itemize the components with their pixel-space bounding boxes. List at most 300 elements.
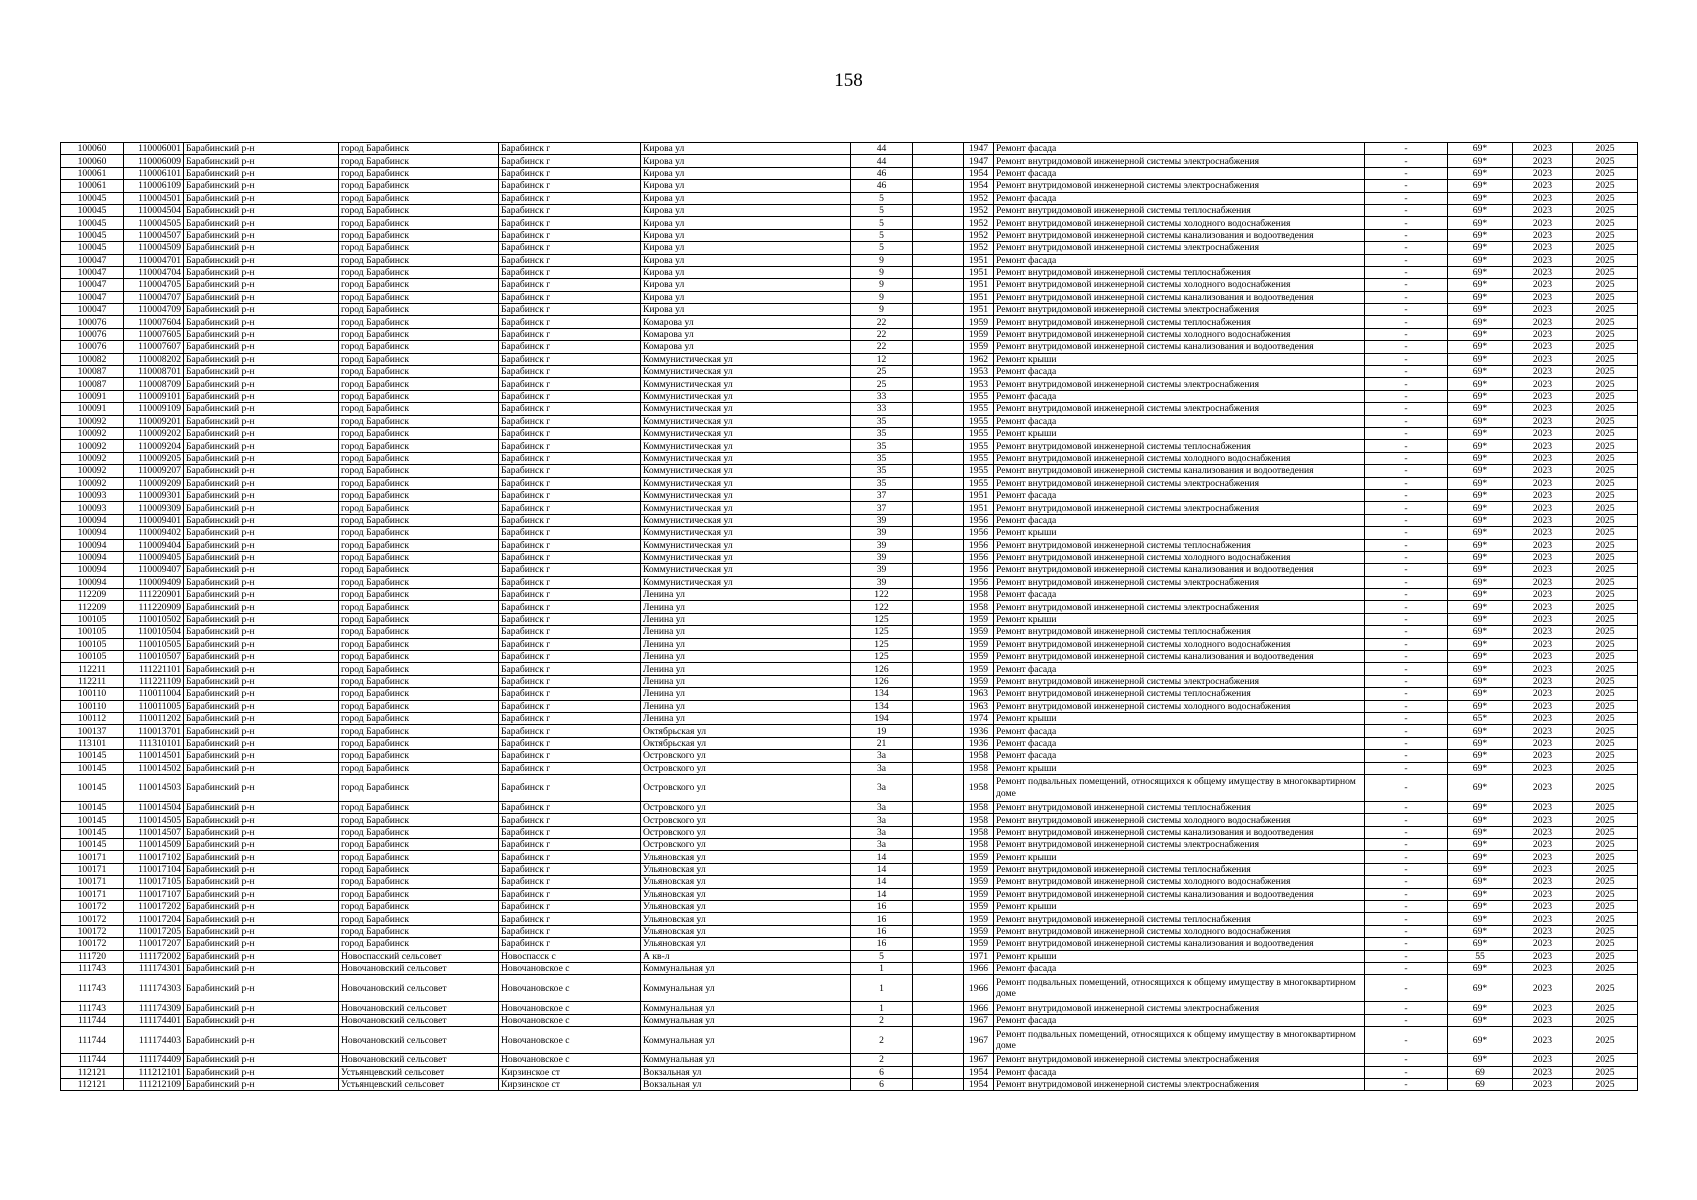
cell-cost: - — [1365, 950, 1448, 962]
cell-settlement: Барабинск г — [499, 328, 641, 340]
cell-work-type: Ремонт фасада — [994, 366, 1365, 378]
cell-plan-year-start: 2023 — [1513, 638, 1573, 650]
cell-house-number: 5 — [851, 242, 913, 254]
cell-building — [913, 839, 964, 851]
cell-plan-year-end: 2025 — [1573, 863, 1638, 875]
cell-plan-year-start: 2023 — [1513, 204, 1573, 216]
cell-district: Барабинский р-н — [184, 1078, 339, 1090]
cell-street: Коммунальная ул — [641, 963, 851, 975]
cell-work-id: 110004709 — [124, 304, 184, 316]
cell-house-number: 14 — [851, 863, 913, 875]
table-row — [61, 452, 1638, 464]
cell-district: Барабинский р-н — [184, 613, 339, 625]
cell-cost: - — [1365, 863, 1448, 875]
cell-district: Барабинский р-н — [184, 712, 339, 724]
cell-house-number: 14 — [851, 851, 913, 863]
cell-building — [913, 1066, 964, 1078]
cell-wear-percent: 69* — [1448, 440, 1513, 452]
cell-work-type: Ремонт фасада — [994, 514, 1365, 526]
table-row — [61, 925, 1638, 937]
cell-house-id: 100061 — [61, 167, 124, 179]
cell-wear-percent: 69* — [1448, 839, 1513, 851]
cell-wear-percent: 69* — [1448, 551, 1513, 563]
cell-district: Барабинский р-н — [184, 688, 339, 700]
cell-street: Коммунистическая ул — [641, 527, 851, 539]
cell-work-type: Ремонт внутридомовой инженерной системы электроснабжения — [994, 502, 1365, 514]
cell-district: Барабинский р-н — [184, 427, 339, 439]
cell-work-id: 110014507 — [124, 826, 184, 838]
cell-plan-year-end: 2025 — [1573, 291, 1638, 303]
cell-municipality: город Барабинск — [339, 638, 499, 650]
cell-plan-year-end: 2025 — [1573, 938, 1638, 950]
cell-house-number: 125 — [851, 626, 913, 638]
cell-house-number: 35 — [851, 452, 913, 464]
cell-street: Ленина ул — [641, 663, 851, 675]
cell-cost: - — [1365, 638, 1448, 650]
cell-house-number: 134 — [851, 688, 913, 700]
cell-work-id: 110013701 — [124, 725, 184, 737]
cell-work-type: Ремонт внутридомовой инженерной системы электроснабжения — [994, 155, 1365, 167]
cell-year-built: 1951 — [964, 489, 994, 501]
cell-municipality: город Барабинск — [339, 390, 499, 402]
cell-district: Барабинский р-н — [184, 601, 339, 613]
cell-cost: - — [1365, 925, 1448, 937]
cell-year-built: 1958 — [964, 826, 994, 838]
cell-work-type: Ремонт внутридомовой инженерной системы электроснабжения — [994, 304, 1365, 316]
cell-plan-year-end: 2025 — [1573, 913, 1638, 925]
cell-plan-year-start: 2023 — [1513, 366, 1573, 378]
cell-wear-percent: 69* — [1448, 204, 1513, 216]
cell-plan-year-start: 2023 — [1513, 737, 1573, 749]
cell-wear-percent: 69* — [1448, 851, 1513, 863]
cell-municipality: город Барабинск — [339, 155, 499, 167]
cell-house-id: 100076 — [61, 341, 124, 353]
cell-district: Барабинский р-н — [184, 1002, 339, 1014]
cell-plan-year-end: 2025 — [1573, 925, 1638, 937]
cell-house-id: 100094 — [61, 539, 124, 551]
cell-settlement: Барабинск г — [499, 712, 641, 724]
cell-plan-year-end: 2025 — [1573, 774, 1638, 801]
cell-year-built: 1959 — [964, 663, 994, 675]
cell-house-id: 100137 — [61, 725, 124, 737]
cell-house-id: 100092 — [61, 427, 124, 439]
cell-plan-year-end: 2025 — [1573, 229, 1638, 241]
cell-settlement: Барабинск г — [499, 539, 641, 551]
cell-settlement: Барабинск г — [499, 477, 641, 489]
cell-year-built: 1959 — [964, 925, 994, 937]
cell-district: Барабинский р-н — [184, 229, 339, 241]
cell-cost: - — [1365, 403, 1448, 415]
table-row — [61, 242, 1638, 254]
cell-municipality: город Барабинск — [339, 675, 499, 687]
cell-work-type: Ремонт внутридомовой инженерной системы канализования и водоотведения — [994, 651, 1365, 663]
cell-street: Ленина ул — [641, 688, 851, 700]
cell-settlement: Барабинск г — [499, 229, 641, 241]
cell-plan-year-start: 2023 — [1513, 353, 1573, 365]
cell-plan-year-end: 2025 — [1573, 465, 1638, 477]
cell-district: Барабинский р-н — [184, 527, 339, 539]
table-row — [61, 155, 1638, 167]
cell-building — [913, 465, 964, 477]
cell-work-type: Ремонт фасада — [994, 415, 1365, 427]
cell-work-type: Ремонт внутридомовой инженерной системы холодного водоснабжения — [994, 876, 1365, 888]
cell-work-id: 111212101 — [124, 1066, 184, 1078]
cell-house-number: 126 — [851, 663, 913, 675]
cell-settlement: Барабинск г — [499, 626, 641, 638]
cell-cost: - — [1365, 913, 1448, 925]
cell-wear-percent: 69* — [1448, 242, 1513, 254]
table-row — [61, 938, 1638, 950]
cell-building — [913, 851, 964, 863]
cell-plan-year-end: 2025 — [1573, 440, 1638, 452]
cell-wear-percent: 69* — [1448, 901, 1513, 913]
cell-house-number: 39 — [851, 564, 913, 576]
cell-work-id: 111221101 — [124, 663, 184, 675]
cell-cost: - — [1365, 1014, 1448, 1026]
cell-work-type: Ремонт внутридомовой инженерной системы теплоснабжения — [994, 626, 1365, 638]
cell-building — [913, 888, 964, 900]
cell-work-id: 110009109 — [124, 403, 184, 415]
cell-house-number: 22 — [851, 328, 913, 340]
cell-house-id: 100171 — [61, 876, 124, 888]
table-row — [61, 143, 1638, 155]
table-row — [61, 814, 1638, 826]
cell-house-id: 100110 — [61, 688, 124, 700]
cell-house-id: 100045 — [61, 217, 124, 229]
cell-plan-year-start: 2023 — [1513, 750, 1573, 762]
cell-plan-year-end: 2025 — [1573, 1014, 1638, 1026]
cell-district: Барабинский р-н — [184, 863, 339, 875]
cell-house-id: 100145 — [61, 750, 124, 762]
cell-work-type: Ремонт крыши — [994, 901, 1365, 913]
cell-municipality: город Барабинск — [339, 192, 499, 204]
cell-house-number: 1 — [851, 1002, 913, 1014]
cell-settlement: Барабинск г — [499, 925, 641, 937]
cell-settlement: Барабинск г — [499, 304, 641, 316]
cell-work-id: 111174309 — [124, 1002, 184, 1014]
cell-district: Барабинский р-н — [184, 452, 339, 464]
cell-work-type: Ремонт фасада — [994, 254, 1365, 266]
cell-year-built: 1958 — [964, 750, 994, 762]
cell-street: Ульяновская ул — [641, 851, 851, 863]
cell-district: Барабинский р-н — [184, 925, 339, 937]
cell-cost: - — [1365, 839, 1448, 851]
cell-house-number: 194 — [851, 712, 913, 724]
cell-cost: - — [1365, 725, 1448, 737]
cell-plan-year-start: 2023 — [1513, 888, 1573, 900]
cell-work-id: 110004707 — [124, 291, 184, 303]
cell-settlement: Барабинск г — [499, 851, 641, 863]
cell-district: Барабинский р-н — [184, 266, 339, 278]
cell-plan-year-start: 2023 — [1513, 390, 1573, 402]
cell-cost: - — [1365, 1078, 1448, 1090]
cell-settlement: Кирзинское ст — [499, 1078, 641, 1090]
cell-municipality: Новочановский сельсовет — [339, 1002, 499, 1014]
cell-work-id: 111310101 — [124, 737, 184, 749]
cell-work-type: Ремонт крыши — [994, 613, 1365, 625]
cell-settlement: Барабинск г — [499, 564, 641, 576]
cell-district: Барабинский р-н — [184, 975, 339, 1002]
cell-plan-year-start: 2023 — [1513, 465, 1573, 477]
cell-work-id: 110004509 — [124, 242, 184, 254]
cell-building — [913, 304, 964, 316]
cell-building — [913, 750, 964, 762]
cell-street: Кирова ул — [641, 155, 851, 167]
cell-settlement: Барабинск г — [499, 613, 641, 625]
cell-work-id: 110008701 — [124, 366, 184, 378]
cell-house-number: 37 — [851, 502, 913, 514]
cell-house-id: 100105 — [61, 613, 124, 625]
cell-work-type: Ремонт внутридомовой инженерной системы канализования и водоотведения — [994, 826, 1365, 838]
cell-street: Ленина ул — [641, 700, 851, 712]
cell-house-id: 100045 — [61, 229, 124, 241]
cell-year-built: 1954 — [964, 180, 994, 192]
cell-house-id: 100060 — [61, 143, 124, 155]
cell-street: Кирова ул — [641, 266, 851, 278]
cell-plan-year-end: 2025 — [1573, 328, 1638, 340]
cell-house-number: 1 — [851, 975, 913, 1002]
table-row — [61, 440, 1638, 452]
cell-plan-year-start: 2023 — [1513, 143, 1573, 155]
cell-house-id: 100094 — [61, 576, 124, 588]
cell-building — [913, 378, 964, 390]
cell-house-number: 3а — [851, 774, 913, 801]
cell-plan-year-end: 2025 — [1573, 1066, 1638, 1078]
cell-work-type: Ремонт подвальных помещений, относящихся к общему имуществу в многоквартирном доме — [994, 774, 1365, 801]
cell-work-type: Ремонт внутридомовой инженерной системы канализования и водоотведения — [994, 465, 1365, 477]
cell-district: Барабинский р-н — [184, 192, 339, 204]
cell-year-built: 1959 — [964, 638, 994, 650]
cell-plan-year-start: 2023 — [1513, 254, 1573, 266]
cell-wear-percent: 69* — [1448, 801, 1513, 813]
cell-settlement: Новочановское с — [499, 975, 641, 1002]
cell-cost: - — [1365, 527, 1448, 539]
cell-cost: - — [1365, 291, 1448, 303]
cell-house-id: 100112 — [61, 712, 124, 724]
cell-year-built: 1956 — [964, 514, 994, 526]
table-row — [61, 626, 1638, 638]
cell-house-number: 16 — [851, 925, 913, 937]
cell-settlement: Барабинск г — [499, 341, 641, 353]
cell-wear-percent: 69* — [1448, 975, 1513, 1002]
cell-building — [913, 863, 964, 875]
cell-municipality: город Барабинск — [339, 143, 499, 155]
cell-district: Барабинский р-н — [184, 663, 339, 675]
cell-year-built: 1956 — [964, 576, 994, 588]
cell-district: Барабинский р-н — [184, 143, 339, 155]
cell-house-number: 9 — [851, 266, 913, 278]
cell-wear-percent: 69* — [1448, 675, 1513, 687]
cell-building — [913, 192, 964, 204]
cell-work-id: 110007607 — [124, 341, 184, 353]
cell-work-type: Ремонт подвальных помещений, относящихся к общему имуществу в многоквартирном доме — [994, 975, 1365, 1002]
cell-work-type: Ремонт внутридомовой инженерной системы канализования и водоотведения — [994, 564, 1365, 576]
cell-settlement: Барабинск г — [499, 390, 641, 402]
cell-municipality: город Барабинск — [339, 180, 499, 192]
cell-work-type: Ремонт внутридомовой инженерной системы электроснабжения — [994, 1002, 1365, 1014]
cell-settlement: Барабинск г — [499, 688, 641, 700]
cell-year-built: 1953 — [964, 378, 994, 390]
table-row — [61, 589, 1638, 601]
cell-street: Коммунистическая ул — [641, 477, 851, 489]
cell-plan-year-end: 2025 — [1573, 814, 1638, 826]
cell-plan-year-start: 2023 — [1513, 328, 1573, 340]
cell-municipality: город Барабинск — [339, 477, 499, 489]
cell-house-id: 100105 — [61, 651, 124, 663]
table-row — [61, 304, 1638, 316]
cell-plan-year-end: 2025 — [1573, 1078, 1638, 1090]
cell-cost: - — [1365, 266, 1448, 278]
table-row — [61, 366, 1638, 378]
cell-municipality: город Барабинск — [339, 725, 499, 737]
cell-municipality: город Барабинск — [339, 774, 499, 801]
cell-work-id: 111174401 — [124, 1014, 184, 1026]
cell-district: Барабинский р-н — [184, 291, 339, 303]
cell-work-id: 110008709 — [124, 378, 184, 390]
cell-work-type: Ремонт фасада — [994, 1066, 1365, 1078]
cell-street: Кирова ул — [641, 279, 851, 291]
cell-year-built: 1954 — [964, 1078, 994, 1090]
cell-building — [913, 143, 964, 155]
cell-building — [913, 204, 964, 216]
cell-house-id: 111720 — [61, 950, 124, 962]
cell-building — [913, 477, 964, 489]
cell-cost: - — [1365, 963, 1448, 975]
cell-street: Коммунистическая ул — [641, 502, 851, 514]
cell-house-id: 100172 — [61, 938, 124, 950]
cell-year-built: 1955 — [964, 390, 994, 402]
cell-building — [913, 217, 964, 229]
cell-cost: - — [1365, 688, 1448, 700]
cell-settlement: Барабинск г — [499, 651, 641, 663]
cell-settlement: Барабинск г — [499, 675, 641, 687]
cell-cost: - — [1365, 328, 1448, 340]
cell-house-number: 3а — [851, 814, 913, 826]
cell-house-number: 125 — [851, 651, 913, 663]
cell-building — [913, 328, 964, 340]
cell-plan-year-end: 2025 — [1573, 242, 1638, 254]
cell-municipality: город Барабинск — [339, 304, 499, 316]
cell-plan-year-start: 2023 — [1513, 975, 1573, 1002]
cell-house-number: 1 — [851, 963, 913, 975]
cell-plan-year-end: 2025 — [1573, 155, 1638, 167]
cell-work-id: 110004505 — [124, 217, 184, 229]
cell-work-id: 110004507 — [124, 229, 184, 241]
table-row — [61, 539, 1638, 551]
cell-municipality: город Барабинск — [339, 502, 499, 514]
cell-municipality: город Барабинск — [339, 863, 499, 875]
cell-plan-year-start: 2023 — [1513, 688, 1573, 700]
cell-wear-percent: 69* — [1448, 316, 1513, 328]
cell-year-built: 1963 — [964, 688, 994, 700]
cell-building — [913, 514, 964, 526]
cell-street: Кирова ул — [641, 143, 851, 155]
table-row — [61, 180, 1638, 192]
cell-wear-percent: 69 — [1448, 1078, 1513, 1090]
cell-municipality: Новочановский сельсовет — [339, 1054, 499, 1066]
cell-street: Коммунистическая ул — [641, 427, 851, 439]
cell-municipality: город Барабинск — [339, 613, 499, 625]
cell-municipality: город Барабинск — [339, 651, 499, 663]
cell-settlement: Новочановское с — [499, 1014, 641, 1026]
cell-work-id: 110014502 — [124, 762, 184, 774]
cell-cost: - — [1365, 452, 1448, 464]
table-row — [61, 1078, 1638, 1090]
cell-work-type: Ремонт внутридомовой инженерной системы теплоснабжения — [994, 440, 1365, 452]
cell-building — [913, 651, 964, 663]
cell-plan-year-end: 2025 — [1573, 750, 1638, 762]
cell-cost: - — [1365, 700, 1448, 712]
cell-work-id: 111212109 — [124, 1078, 184, 1090]
cell-work-type: Ремонт внутридомовой инженерной системы канализования и водоотведения — [994, 229, 1365, 241]
cell-building — [913, 266, 964, 278]
cell-work-id: 110017102 — [124, 851, 184, 863]
cell-year-built: 1959 — [964, 341, 994, 353]
cell-plan-year-end: 2025 — [1573, 192, 1638, 204]
cell-year-built: 1967 — [964, 1027, 994, 1054]
cell-house-id: 111743 — [61, 975, 124, 1002]
cell-district: Барабинский р-н — [184, 353, 339, 365]
cell-year-built: 1958 — [964, 589, 994, 601]
cell-district: Барабинский р-н — [184, 675, 339, 687]
cell-building — [913, 353, 964, 365]
cell-wear-percent: 55 — [1448, 950, 1513, 962]
page-number: 158 — [834, 70, 863, 91]
cell-work-type: Ремонт фасада — [994, 963, 1365, 975]
cell-wear-percent: 69* — [1448, 888, 1513, 900]
cell-street: Ленина ул — [641, 613, 851, 625]
cell-building — [913, 938, 964, 950]
cell-plan-year-start: 2023 — [1513, 576, 1573, 588]
cell-work-type: Ремонт фасада — [994, 737, 1365, 749]
cell-work-id: 110009204 — [124, 440, 184, 452]
cell-cost: - — [1365, 663, 1448, 675]
cell-settlement: Барабинск г — [499, 254, 641, 266]
cell-wear-percent: 69* — [1448, 489, 1513, 501]
cell-plan-year-end: 2025 — [1573, 341, 1638, 353]
cell-wear-percent: 69* — [1448, 403, 1513, 415]
cell-district: Барабинский р-н — [184, 774, 339, 801]
cell-building — [913, 452, 964, 464]
table-row — [61, 675, 1638, 687]
cell-settlement: Барабинск г — [499, 700, 641, 712]
cell-building — [913, 1002, 964, 1014]
cell-year-built: 1974 — [964, 712, 994, 724]
cell-plan-year-end: 2025 — [1573, 950, 1638, 962]
cell-house-number: 33 — [851, 390, 913, 402]
cell-district: Барабинский р-н — [184, 551, 339, 563]
cell-settlement: Барабинск г — [499, 527, 641, 539]
table-row — [61, 403, 1638, 415]
cell-settlement: Барабинск г — [499, 452, 641, 464]
cell-cost: - — [1365, 576, 1448, 588]
table-row — [61, 975, 1638, 1002]
cell-street: Ульяновская ул — [641, 938, 851, 950]
table-row — [61, 1027, 1638, 1054]
cell-work-id: 110007605 — [124, 328, 184, 340]
cell-building — [913, 675, 964, 687]
cell-street: Ульяновская ул — [641, 913, 851, 925]
cell-street: Комарова ул — [641, 328, 851, 340]
cell-work-type: Ремонт крыши — [994, 950, 1365, 962]
cell-plan-year-start: 2023 — [1513, 1054, 1573, 1066]
cell-district: Барабинский р-н — [184, 750, 339, 762]
cell-wear-percent: 69* — [1448, 415, 1513, 427]
cell-municipality: Устьянцевский сельсовет — [339, 1066, 499, 1078]
cell-municipality: Новоспасский сельсовет — [339, 950, 499, 962]
table-row — [61, 963, 1638, 975]
cell-house-number: 19 — [851, 725, 913, 737]
